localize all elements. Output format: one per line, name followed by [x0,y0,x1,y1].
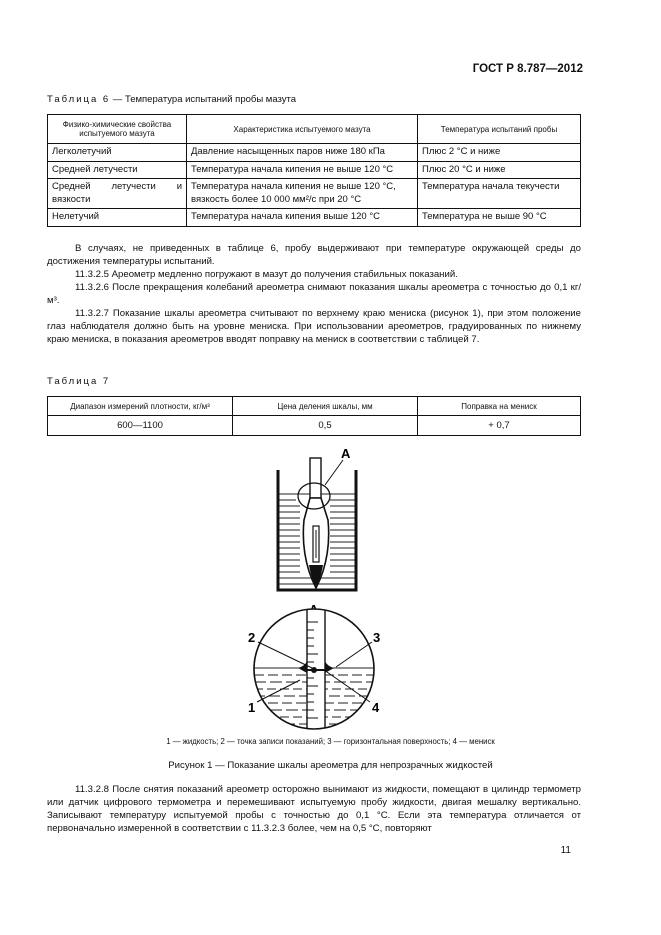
table6-caption [47,94,296,105]
table7-caption [47,376,110,387]
table7-header: Цена деления шкалы, мм [233,397,418,416]
table-cell: Средней летучести [48,161,187,179]
table6-caption-label: Таблица 6 [47,94,111,105]
table-row [48,144,581,162]
figure-label-4: 4 [372,700,380,715]
table-cell: Температура начала текучести [418,179,581,209]
meniscus-detail [248,602,380,738]
paragraph: 11.3.2.5 Ареометр медленно погружают в мазут до получения стабильных показаний. [75,269,458,280]
figure-label-a-top: А [341,446,351,461]
table-row [48,416,581,436]
table-cell: Плюс 20 °С и ниже [418,161,581,179]
page-number: 11 [560,845,571,856]
table-cell: Температура начала кипения не выше 120 °С, вязкость более 10 000 мм²/с при 20 °С [187,179,418,209]
table6-header: Характеристика испытуемого мазута [187,115,418,144]
table6-header-row [48,115,581,144]
body-text-block-2 [47,783,581,835]
table7-caption-label: Таблица 7 [47,376,111,387]
figure-caption: Рисунок 1 — Показание шкалы ареометра для непрозрачных жидкостей [168,760,493,771]
table-cell: Температура начала кипения не выше 120 °С [187,161,418,179]
table-row [48,209,581,227]
table-cell: Плюс 2 °С и ниже [418,144,581,162]
table7-header: Диапазон измерений плотности, кг/м³ [48,397,233,416]
table-cell: Температура начала кипения выше 120 °С [187,209,418,227]
table6-header: Физико-химические свойства испытуемого мазута [48,115,187,144]
table-cell: 0,5 [233,416,418,436]
table7-header: Поправка на мениск [418,397,581,416]
table-row [48,179,581,209]
table6-header: Температура испытаний пробы [418,115,581,144]
table-cell: Нелетучий [48,209,187,227]
paragraph: 11.3.2.8 После снятия показаний ареометр осторожно вынимают из жидкости, помещают в цилиндр термометр или датчик цифрового термометра и перемешивают испытуемую пробу жидкости, двигая мешалку вертикально. Записывают температуру испытуемой пробы с точностью до 0,1 °С. Если эта температура отличается от первоначально измеренной в соответствии с 11.3.2.3 более, чем на 0,5 °С, повторяют [47,784,581,834]
table-cell: Температура не выше 90 °С [418,209,581,227]
table-cell: Давление насыщенных паров ниже 180 кПа [187,144,418,162]
table-cell: + 0,7 [418,416,581,436]
body-text-block-1 [47,242,581,346]
paragraph: В случаях, не приведенных в таблице 6, пробу выдерживают при температуре окружающей среды до достижения температуры испытаний. [47,243,581,267]
table7 [47,396,581,436]
table6 [47,114,581,227]
table-cell: Средней летучести и вязкости [48,179,187,209]
table-cell: Легколетучий [48,144,187,162]
table-row [48,161,581,179]
document-header: ГОСТ Р 8.787—2012 [472,63,583,75]
table7-header-row [48,397,581,416]
figure-label-2: 2 [248,630,256,645]
figure-label-3: 3 [373,630,381,645]
paragraph: 11.3.2.6 После прекращения колебаний ареометра снимают показания шкалы ареометра с точностью до 0,1 кг/м³. [47,282,581,306]
figure-label-1: 1 [248,700,256,715]
cylinder-diagram [278,446,356,590]
figure-legend: 1 — жидкость; 2 — точка записи показаний; 3 — горизонтальная поверхность; 4 — мениск [166,737,495,746]
hydrometer-figure [0,440,661,740]
table6-caption-title: — Температура испытаний пробы мазута [110,94,297,105]
paragraph: 11.3.2.7 Показание шкалы ареометра считывают по верхнему краю мениска (рисунок 1), при этом положение глаз наблюдателя должно быть на уровне мениска. При использовании ареометров, градуированных по нижнему краю мениска, в показания ареометров вводят поправку на мениск в соответствии с таблицей 7. [47,308,581,345]
table-cell: 600—1100 [48,416,233,436]
